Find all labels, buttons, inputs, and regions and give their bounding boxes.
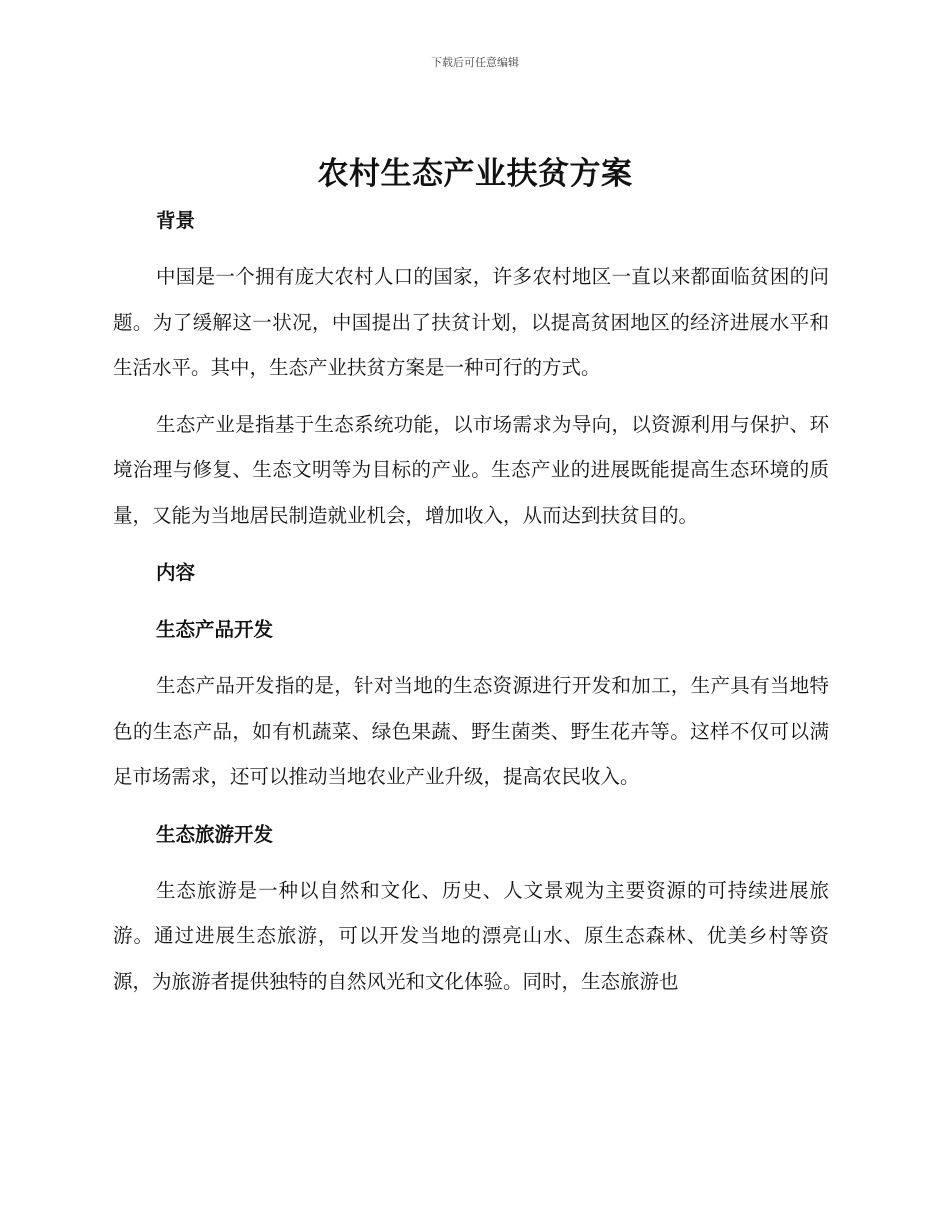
- document-body: [113, 198, 829, 1004]
- section-heading-content: 内容: [156, 561, 196, 584]
- paragraph-background-2: 生态产业是指基于生态系统功能，以市场需求为导向，以资源利用与保护、环境治理与修复、生态文明等为目标的产业。生态产业的进展既能提高生态环境的质量，又能为当地居民制造就业机会，增加收入，从而达到扶贫目的。: [113, 412, 829, 527]
- document-title: 农村生态产业扶贫方案: [317, 156, 633, 192]
- section-heading-background: 背景: [156, 209, 196, 232]
- subsection-heading-eco-tourism: 生态旅游开发: [156, 822, 274, 846]
- paragraph-eco-tourism: 生态旅游是一种以自然和文化、历史、人文景观为主要资源的可持续进展旅游。通过进展生态旅游，可以开发当地的漂亮山水、原生态森林、优美乡村等资源，为旅游者提供独特的自然风光和文化体验。同时，生态旅游也: [113, 878, 829, 993]
- paragraph-background-1: 中国是一个拥有庞大农村人口的国家，许多农村地区一直以来都面临贫困的问题。为了缓解这一状况，中国提出了扶贫计划，以提高贫困地区的经济进展水平和生活水平。其中，生态产业扶贫方案是一种可行的方式。: [113, 265, 829, 379]
- subsection-heading-eco-product: 生态产品开发: [156, 618, 274, 641]
- paragraph-eco-product: 生态产品开发指的是，针对当地的生态资源进行开发和加工，生产具有当地特色的生态产品，如有机蔬菜、绿色果蔬、野生菌类、野生花卉等。这样不仅可以满足市场需求，还可以推动当地农业产业升级，提高农民收入。: [113, 674, 829, 788]
- header-note: 下载后可任意编辑: [431, 56, 519, 69]
